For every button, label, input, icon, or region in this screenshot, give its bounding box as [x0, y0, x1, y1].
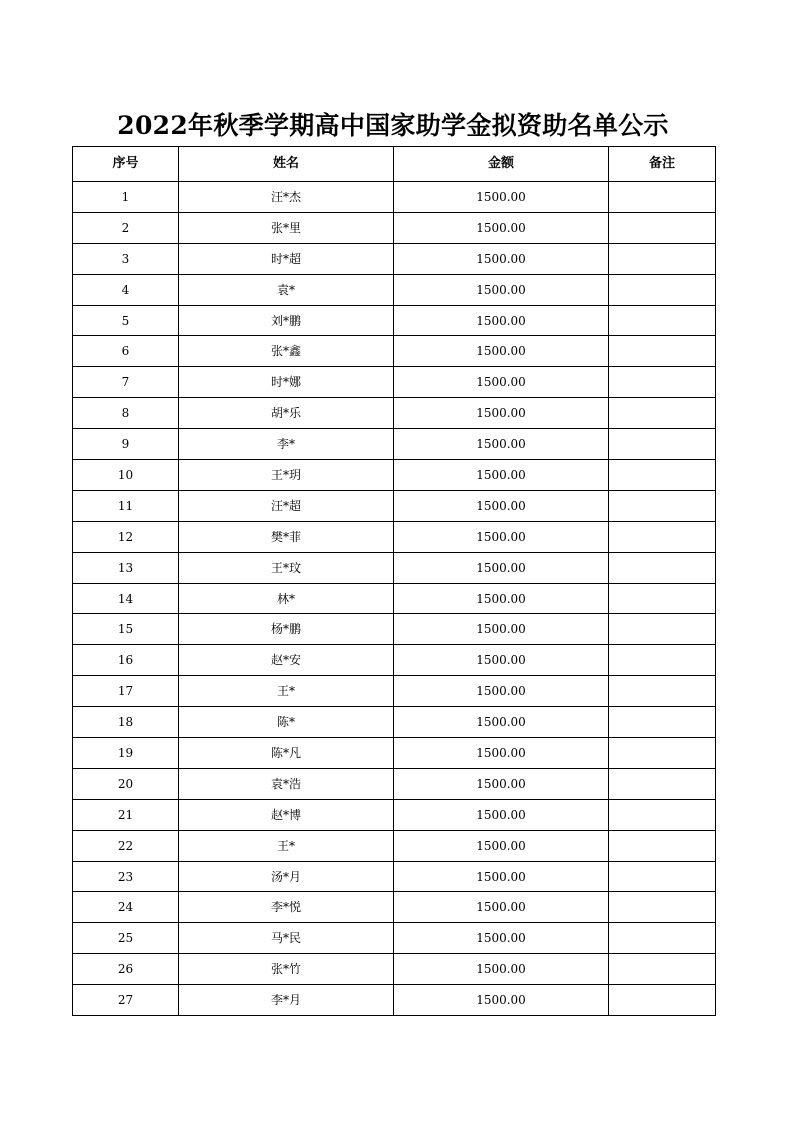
cell-seq: 3	[73, 243, 179, 274]
cell-name: 杨*鹏	[179, 614, 394, 645]
column-header-note: 备注	[609, 147, 716, 182]
cell-amount: 1500.00	[394, 768, 609, 799]
cell-name: 时*超	[179, 243, 394, 274]
cell-name: 王*玟	[179, 552, 394, 583]
cell-name: 袁*浩	[179, 768, 394, 799]
cell-seq: 21	[73, 799, 179, 830]
cell-note	[609, 583, 716, 614]
cell-amount: 1500.00	[394, 460, 609, 491]
cell-amount: 1500.00	[394, 799, 609, 830]
table-row	[73, 367, 716, 398]
table-row	[73, 521, 716, 552]
table-header-row	[73, 147, 716, 182]
cell-amount: 1500.00	[394, 552, 609, 583]
cell-seq: 24	[73, 892, 179, 923]
cell-amount: 1500.00	[394, 243, 609, 274]
cell-seq: 13	[73, 552, 179, 583]
cell-seq: 6	[73, 336, 179, 367]
cell-name: 李*悦	[179, 892, 394, 923]
cell-amount: 1500.00	[394, 521, 609, 552]
cell-name: 汪*超	[179, 490, 394, 521]
table-row	[73, 429, 716, 460]
cell-amount: 1500.00	[394, 645, 609, 676]
cell-seq: 14	[73, 583, 179, 614]
cell-name: 张*里	[179, 212, 394, 243]
table-row	[73, 954, 716, 985]
cell-note	[609, 398, 716, 429]
cell-name: 陈*	[179, 707, 394, 738]
table-row	[73, 676, 716, 707]
cell-amount: 1500.00	[394, 707, 609, 738]
table-row	[73, 212, 716, 243]
cell-seq: 15	[73, 614, 179, 645]
cell-amount: 1500.00	[394, 429, 609, 460]
cell-note	[609, 738, 716, 769]
cell-seq: 26	[73, 954, 179, 985]
cell-amount: 1500.00	[394, 305, 609, 336]
cell-amount: 1500.00	[394, 336, 609, 367]
cell-note	[609, 830, 716, 861]
table-body	[73, 182, 716, 1016]
table-row	[73, 398, 716, 429]
cell-amount: 1500.00	[394, 954, 609, 985]
cell-amount: 1500.00	[394, 398, 609, 429]
table-row	[73, 799, 716, 830]
table-row	[73, 738, 716, 769]
column-header-name: 姓名	[179, 147, 394, 182]
cell-seq: 19	[73, 738, 179, 769]
cell-amount: 1500.00	[394, 212, 609, 243]
cell-name: 赵*安	[179, 645, 394, 676]
cell-seq: 7	[73, 367, 179, 398]
cell-note	[609, 182, 716, 213]
cell-amount: 1500.00	[394, 830, 609, 861]
cell-note	[609, 552, 716, 583]
cell-note	[609, 892, 716, 923]
page-title: 2022年秋季学期高中国家助学金拟资助名单公示	[117, 111, 669, 140]
cell-amount: 1500.00	[394, 923, 609, 954]
cell-seq: 23	[73, 861, 179, 892]
table-row	[73, 460, 716, 491]
cell-name: 李*月	[179, 985, 394, 1016]
cell-note	[609, 336, 716, 367]
cell-name: 刘*鹏	[179, 305, 394, 336]
cell-note	[609, 645, 716, 676]
cell-seq: 16	[73, 645, 179, 676]
cell-name: 汤*月	[179, 861, 394, 892]
cell-note	[609, 429, 716, 460]
cell-seq: 5	[73, 305, 179, 336]
cell-amount: 1500.00	[394, 274, 609, 305]
cell-note	[609, 985, 716, 1016]
cell-name: 胡*乐	[179, 398, 394, 429]
cell-seq: 20	[73, 768, 179, 799]
cell-amount: 1500.00	[394, 614, 609, 645]
cell-note	[609, 460, 716, 491]
cell-note	[609, 707, 716, 738]
cell-amount: 1500.00	[394, 676, 609, 707]
cell-seq: 25	[73, 923, 179, 954]
cell-seq: 22	[73, 830, 179, 861]
cell-name: 张*鑫	[179, 336, 394, 367]
cell-name: 赵*博	[179, 799, 394, 830]
cell-name: 王*	[179, 830, 394, 861]
cell-name: 张*竹	[179, 954, 394, 985]
cell-note	[609, 954, 716, 985]
table-row	[73, 336, 716, 367]
cell-amount: 1500.00	[394, 985, 609, 1016]
cell-note	[609, 367, 716, 398]
cell-note	[609, 490, 716, 521]
table-row	[73, 830, 716, 861]
cell-seq: 11	[73, 490, 179, 521]
cell-name: 林*	[179, 583, 394, 614]
cell-seq: 9	[73, 429, 179, 460]
cell-name: 时*娜	[179, 367, 394, 398]
cell-seq: 27	[73, 985, 179, 1016]
cell-note	[609, 274, 716, 305]
cell-name: 陈*凡	[179, 738, 394, 769]
cell-seq: 10	[73, 460, 179, 491]
column-header-amount: 金额	[394, 147, 609, 182]
table-row	[73, 985, 716, 1016]
cell-name: 马*民	[179, 923, 394, 954]
cell-name: 王*	[179, 676, 394, 707]
cell-amount: 1500.00	[394, 367, 609, 398]
table-row	[73, 243, 716, 274]
cell-note	[609, 923, 716, 954]
table-row	[73, 182, 716, 213]
cell-seq: 1	[73, 182, 179, 213]
cell-seq: 12	[73, 521, 179, 552]
cell-name: 王*玥	[179, 460, 394, 491]
cell-seq: 2	[73, 212, 179, 243]
cell-amount: 1500.00	[394, 861, 609, 892]
cell-note	[609, 212, 716, 243]
table-row	[73, 614, 716, 645]
table-row	[73, 583, 716, 614]
column-header-seq: 序号	[73, 147, 179, 182]
cell-note	[609, 614, 716, 645]
cell-seq: 8	[73, 398, 179, 429]
cell-note	[609, 305, 716, 336]
table-row	[73, 768, 716, 799]
cell-name: 汪*杰	[179, 182, 394, 213]
cell-seq: 18	[73, 707, 179, 738]
table-row	[73, 552, 716, 583]
cell-seq: 17	[73, 676, 179, 707]
table-row	[73, 707, 716, 738]
grant-list-table	[72, 146, 716, 1016]
cell-note	[609, 676, 716, 707]
cell-seq: 4	[73, 274, 179, 305]
cell-amount: 1500.00	[394, 892, 609, 923]
cell-amount: 1500.00	[394, 490, 609, 521]
table-row	[73, 892, 716, 923]
table-row	[73, 274, 716, 305]
table-row	[73, 645, 716, 676]
table-row	[73, 923, 716, 954]
cell-note	[609, 799, 716, 830]
cell-name: 樊*菲	[179, 521, 394, 552]
table-row	[73, 861, 716, 892]
cell-name: 袁*	[179, 274, 394, 305]
cell-note	[609, 243, 716, 274]
cell-note	[609, 521, 716, 552]
cell-amount: 1500.00	[394, 583, 609, 614]
cell-note	[609, 861, 716, 892]
cell-note	[609, 768, 716, 799]
table-row	[73, 305, 716, 336]
cell-name: 李*	[179, 429, 394, 460]
cell-amount: 1500.00	[394, 738, 609, 769]
cell-amount: 1500.00	[394, 182, 609, 213]
table-row	[73, 490, 716, 521]
